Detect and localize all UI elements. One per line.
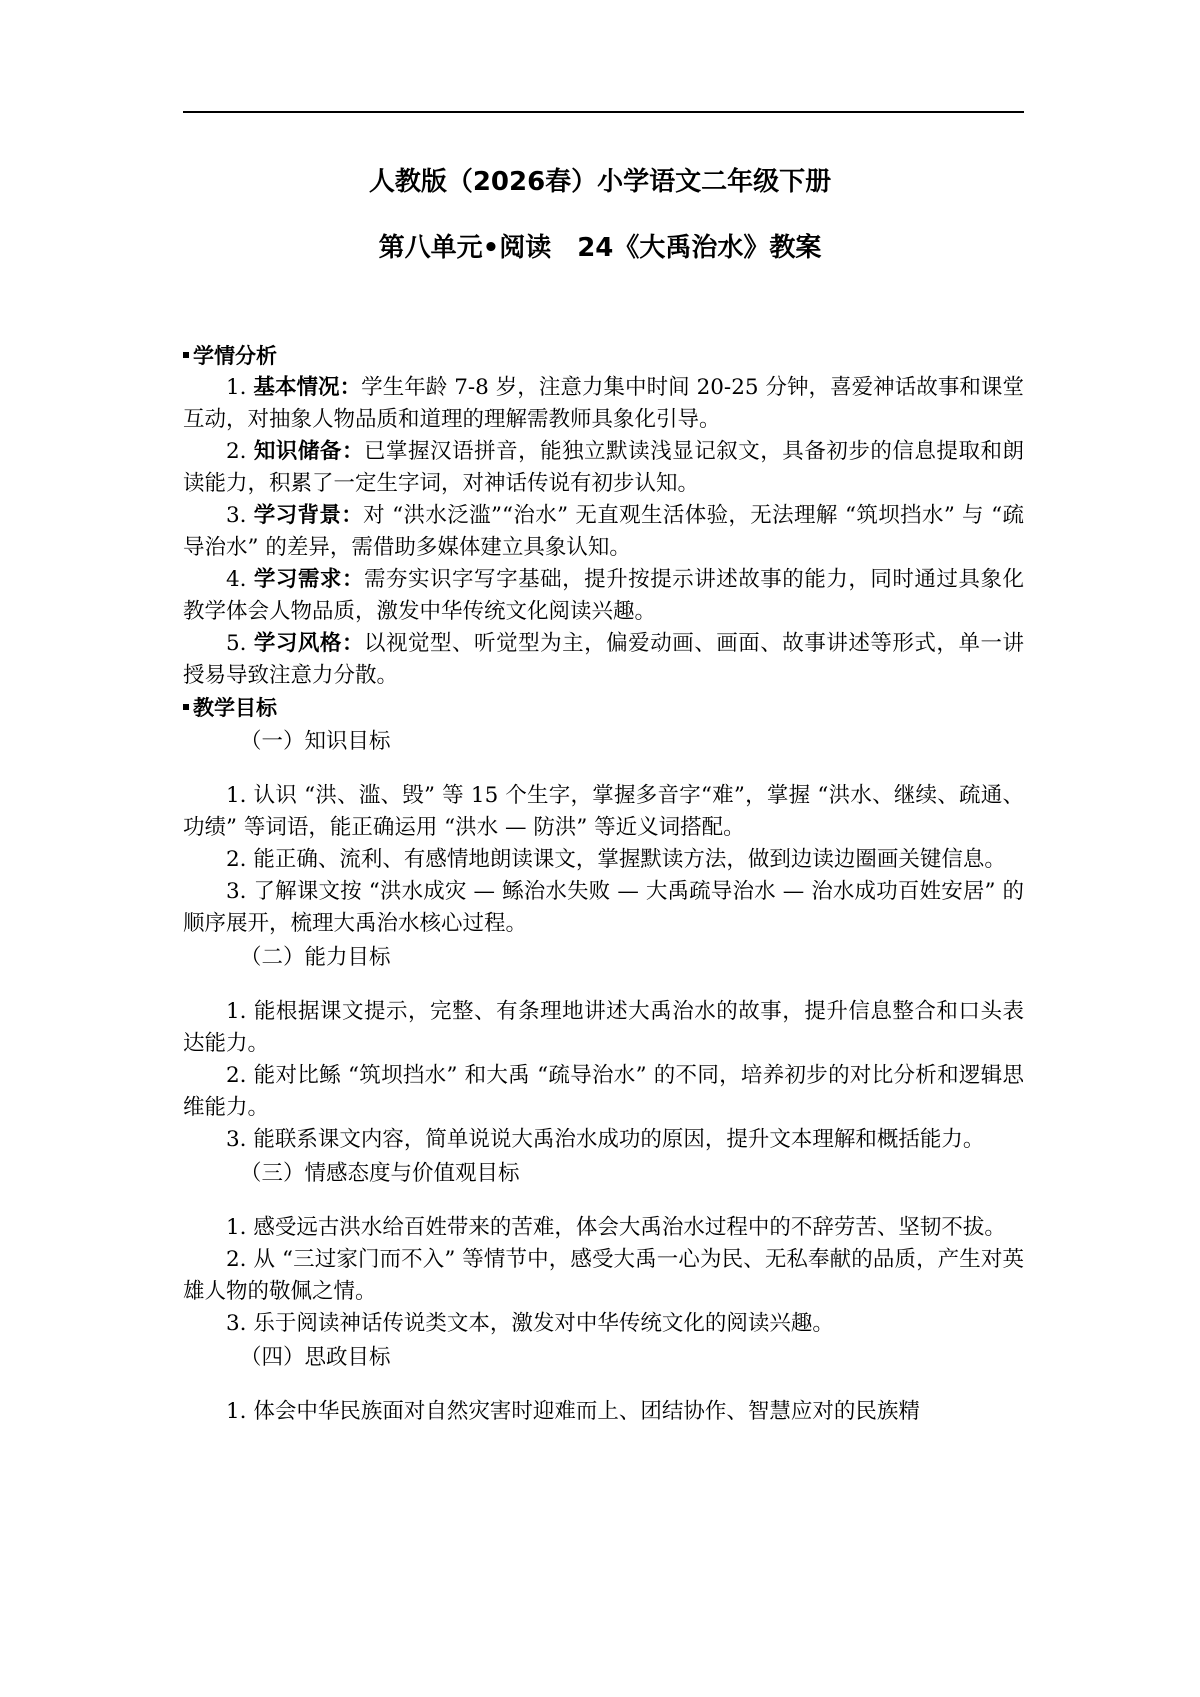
knowledge-item: 1. 认识 “洪、滥、毁” 等 15 个生字，掌握多音字“难”，掌握 “洪水、继续、疏通、功绩” 等词语，能正确运用 “洪水 — 防洪” 等近义词搭配。 [183, 783, 1024, 840]
document-title: 人教版（2026春）小学语文二年级下册 [368, 167, 832, 197]
subheading-ability: （二）能力目标 [240, 945, 391, 970]
item-label: 学习背景： [253, 503, 364, 528]
section-heading-goals: 教学目标 [183, 692, 1024, 724]
document-body [183, 340, 1024, 1428]
ability-item: 3. 能联系课文内容，简单说说大禹治水成功的原因，提升文本理解和概括能力。 [226, 1127, 985, 1152]
section-heading-analysis: 学情分析 [183, 340, 1024, 372]
knowledge-item: 3. 了解课文按 “洪水成灾 — 鲧治水失败 — 大禹疏导治水 — 治水成功百姓安居” 的顺序展开，梳理大禹治水核心过程。 [183, 879, 1024, 936]
header-rule [183, 111, 1024, 113]
analysis-item: 2. 知识储备：已掌握汉语拼音，能独立默读浅显记叙文，具备初步的信息提取和朗读能力，积累了一定生字词，对神话传说有初步认知。 [183, 439, 1024, 496]
lesson-title: 第八单元•阅读 24《大禹治水》教案 [378, 233, 822, 263]
square-bullet-icon [183, 352, 189, 358]
ability-item: 2. 能对比鲧 “筑坝挡水” 和大禹 “疏导治水” 的不同，培养初步的对比分析和逻辑思维能力。 [183, 1063, 1024, 1120]
item-label: 知识储备： [253, 439, 364, 464]
ideology-item: 1. 体会中华民族面对自然灾害时迎难而上、团结协作、智慧应对的民族精 [226, 1399, 920, 1424]
analysis-item: 4. 学习需求：需夯实识字写字基础，提升按提示讲述故事的能力，同时通过具象化教学体会人物品质，激发中华传统文化阅读兴趣。 [183, 567, 1024, 624]
item-label: 学习风格： [253, 631, 364, 656]
analysis-item: 1. 基本情况：学生年龄 7-8 岁，注意力集中时间 20-25 分钟，喜爱神话故事和课堂互动，对抽象人物品质和道理的理解需教师具象化引导。 [183, 375, 1024, 432]
subheading-emotion: （三）情感态度与价值观目标 [240, 1161, 520, 1186]
ability-item: 1. 能根据课文提示，完整、有条理地讲述大禹治水的故事，提升信息整合和口头表达能力。 [183, 999, 1024, 1056]
square-bullet-icon [183, 704, 189, 710]
subheading-knowledge: （一）知识目标 [240, 729, 391, 754]
emotion-item: 3. 乐于阅读神话传说类文本，激发对中华传统文化的阅读兴趣。 [226, 1311, 834, 1336]
analysis-item: 5. 学习风格：以视觉型、听觉型为主，偏爱动画、画面、故事讲述等形式，单一讲授易导致注意力分散。 [183, 631, 1024, 688]
analysis-item: 3. 学习背景：对 “洪水泛滥”“治水” 无直观生活体验，无法理解 “筑坝挡水” 与 “疏导治水” 的差异，需借助多媒体建立具象认知。 [183, 503, 1024, 560]
emotion-item: 2. 从 “三过家门而不入” 等情节中，感受大禹一心为民、无私奉献的品质，产生对英雄人物的敬佩之情。 [183, 1247, 1025, 1304]
subheading-ideology: （四）思政目标 [240, 1345, 391, 1370]
emotion-item: 1. 感受远古洪水给百姓带来的苦难，体会大禹治水过程中的不辞劳苦、坚韧不拔。 [226, 1215, 1006, 1240]
knowledge-item: 2. 能正确、流利、有感情地朗读课文，掌握默读方法，做到边读边圈画关键信息。 [226, 847, 1006, 872]
item-label: 学习需求： [253, 567, 364, 592]
item-label: 基本情况： [253, 375, 362, 400]
